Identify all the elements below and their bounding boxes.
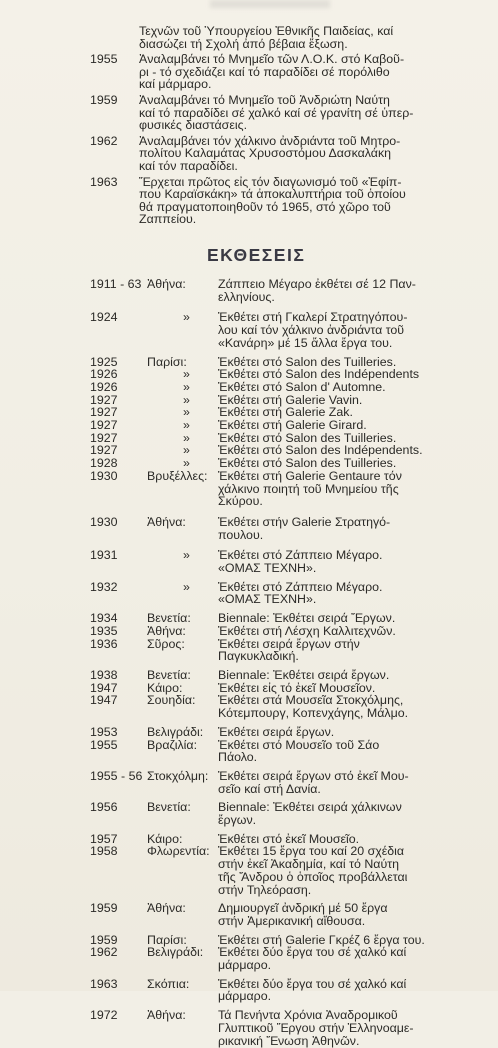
exhibition-year: 1955 xyxy=(90,737,118,752)
exhibition-year: 1955 - 56 xyxy=(90,768,143,783)
exhibition-description xyxy=(218,801,488,826)
exhibition-year: 1935 xyxy=(90,623,118,638)
exhibition-place: Σουηδία: xyxy=(147,693,196,708)
exhibition-line: Ἐκθέτει στό Salon des Tuilleries. xyxy=(218,354,397,369)
scan-shadow xyxy=(210,0,330,8)
exhibition-description xyxy=(218,694,488,719)
exhibition-place: Κάιρο: xyxy=(147,680,183,695)
exhibition-entry xyxy=(90,470,490,508)
exhibition-year: 1924 xyxy=(90,310,118,325)
exhibition-entry xyxy=(90,381,490,394)
exhibition-place: Παρίσι: xyxy=(147,932,187,947)
exhibition-entry xyxy=(90,902,490,927)
exhibition-line: Τά Πενήντα Χρόνια Ἀναδρομικοῦ xyxy=(218,1008,398,1023)
exhibition-year: 1958 xyxy=(90,844,118,859)
chronology-year: 1963 xyxy=(90,174,118,189)
exhibition-year: 1927 xyxy=(90,430,118,445)
exhibition-line: «Κανάρη» μέ 15 ἄλλα ἔργα του. xyxy=(218,335,393,350)
chronology-year: 1955 xyxy=(90,52,118,67)
exhibition-year: 1926 xyxy=(90,379,118,394)
exhibition-description xyxy=(218,638,488,663)
exhibition-line: μάρμαρο. xyxy=(218,958,272,973)
exhibition-line: τῆς Ἄνδρου ὁ ὁποῖος προβάλλεται xyxy=(218,869,408,884)
exhibition-description xyxy=(218,770,488,795)
exhibition-line: Ἐκθέτει εἰς τό ἐκεῖ Μουσεῖον. xyxy=(218,680,376,695)
exhibition-place: » xyxy=(183,418,190,433)
exhibition-line: Κότεμπουργ, Κοπενχάγης, Μάλμο. xyxy=(218,706,409,721)
exhibition-line: Biennale: Ἐκθέτει σειρά χάλκινων xyxy=(218,800,402,815)
exhibition-line: Ἐκθέτει στό Salon des Tuilleries. xyxy=(218,456,397,471)
exhibition-description xyxy=(218,381,488,394)
exhibition-year: 1927 xyxy=(90,443,118,458)
chronology-text xyxy=(139,135,459,173)
exhibition-entry xyxy=(90,612,490,625)
exhibition-line: Ἐκθέτει δύο ἔργα του σέ χαλκό καί xyxy=(218,945,407,960)
chronology-text xyxy=(139,94,459,132)
exhibition-year: 1932 xyxy=(90,579,118,594)
exhibition-description xyxy=(218,581,488,606)
exhibition-entry xyxy=(90,457,490,470)
exhibition-place: » xyxy=(183,579,190,594)
exhibition-line: Ἐκθέτει στή Galerie Girard. xyxy=(218,418,367,433)
exhibition-entry xyxy=(90,801,490,826)
exhibition-entry xyxy=(90,1009,490,1047)
exhibition-description xyxy=(218,549,488,574)
exhibition-description xyxy=(218,726,488,739)
exhibition-entry xyxy=(90,419,490,432)
exhibition-line: ρικανική Ἕνωση Ἀθηνῶν. xyxy=(218,1033,360,1048)
exhibition-year: 1930 xyxy=(90,514,118,529)
chronology-entry xyxy=(90,135,490,173)
exhibition-place: Βρυξέλλες: xyxy=(147,468,208,483)
chronology-line: θά πραγματοποιηθοῦν τό 1965, στό χῶρο τοῦ xyxy=(139,199,391,214)
exhibition-line: Ἐκθέτει στό Salon des Indépendents. xyxy=(218,443,423,458)
exhibition-entry xyxy=(90,739,490,764)
exhibition-place: Σκόπια: xyxy=(147,976,190,991)
exhibition-year: 1947 xyxy=(90,693,118,708)
exhibition-year: 1972 xyxy=(90,1008,118,1023)
chronology-line: Τεχνῶν τοῦ Ὑπουργείου Ἐθνικῆς Παιδείας, καί xyxy=(139,24,394,38)
exhibition-year: 1947 xyxy=(90,680,118,695)
exhibition-line: ἔργων. xyxy=(218,813,257,828)
exhibition-entry xyxy=(90,770,490,795)
exhibition-line: Ἐκθέτει δύο ἔργα του σέ χαλκό καί xyxy=(218,976,407,991)
exhibition-place: Ἀθήνα: xyxy=(147,901,186,916)
chronology-line: που Καραϊσκάκη» τά ἀποκαλυπτήρια τοῦ ὁποίου xyxy=(139,187,406,202)
chronology-entry xyxy=(90,53,490,91)
exhibition-description xyxy=(218,739,488,764)
exhibition-line: Πάολο. xyxy=(218,750,258,765)
exhibition-year: 1959 xyxy=(90,932,118,947)
exhibition-line: Ἐκθέτει στό Ζάππειο Μέγαρο. xyxy=(218,548,383,563)
chronology-line: διασώζει τή Σχολή ἀπό βέβαια ἔξωση. xyxy=(139,36,348,51)
exhibition-year: 1934 xyxy=(90,611,118,626)
exhibition-entry xyxy=(90,625,490,638)
exhibition-line: ελληνίους. xyxy=(218,289,275,304)
exhibition-line: Ἐκθέτει στή Galerie Vavin. xyxy=(218,392,363,407)
exhibition-line: στήν Τηλεόραση. xyxy=(218,882,312,897)
exhibition-year: 1927 xyxy=(90,405,118,420)
exhibition-place: Στοκχόλμη: xyxy=(147,768,209,783)
exhibitions-list xyxy=(90,278,490,1047)
exhibition-year: 1927 xyxy=(90,392,118,407)
exhibition-entry xyxy=(90,946,490,971)
chronology-entry xyxy=(90,25,490,50)
exhibition-place: Βραζιλία: xyxy=(147,737,198,752)
exhibition-line: «ΟΜΑΣ ΤΕΧΝΗ». xyxy=(218,561,317,576)
chronology-line: Ἀναλαμβάνει τόν χάλκινο ἀνδριάντα τοῦ Μητρο- xyxy=(139,133,401,148)
chronology-line: ρι - τό σχεδιάζει καί τό παραδίδει σέ πορόλιθο xyxy=(139,64,390,79)
exhibition-description xyxy=(218,419,488,432)
exhibition-line: λου καί τόν χάλκινο ἀνδριάντα τοῦ xyxy=(218,323,405,338)
exhibition-year: 1963 xyxy=(90,976,118,991)
exhibition-place: Βενετία: xyxy=(147,800,191,815)
exhibition-line: Δημιουργεῖ ἀνδρική μέ 50 ἔργα xyxy=(218,901,388,916)
exhibition-line: Ἐκθέτει στό Μουσεῖο τοῦ Σάο xyxy=(218,737,380,752)
exhibition-place: Σῦρος: xyxy=(147,636,185,651)
exhibition-year: 1928 xyxy=(90,456,118,471)
exhibition-line: Ἐκθέτει στό ἐκεῖ Μουσεῖο. xyxy=(218,831,360,846)
exhibition-entry xyxy=(90,694,490,719)
exhibition-line: μάρμαρο. xyxy=(218,989,272,1004)
chronology-line: καί τό παραδίδει σέ χαλκό καί σέ γρανίτη σέ ὑπερ- xyxy=(139,105,414,120)
exhibition-year: 1926 xyxy=(90,367,118,382)
chronology-line: καί τόν παραδίδει. xyxy=(139,158,238,173)
exhibition-entry xyxy=(90,726,490,739)
exhibition-place: Ἀθήνα: xyxy=(147,277,186,291)
exhibition-entry xyxy=(90,278,490,303)
exhibition-entry xyxy=(90,978,490,1003)
chronology-text xyxy=(139,53,459,91)
exhibition-line: Ἐκθέτει στό Salon des Indépendents xyxy=(218,367,420,382)
exhibition-year: 1925 xyxy=(90,354,118,369)
chronology-line: Ἔρχεται πρῶτος εἰς τόν διαγωνισμό τοῦ «Ἐφίπ- xyxy=(139,174,402,189)
exhibition-line: Ἐκθέτει στό Salon d' Automne. xyxy=(218,379,386,394)
exhibition-year: 1953 xyxy=(90,724,118,739)
exhibition-place: » xyxy=(183,443,190,458)
exhibition-year: 1962 xyxy=(90,945,118,960)
exhibition-entry xyxy=(90,669,490,682)
exhibition-place: » xyxy=(183,310,190,325)
exhibition-place: Βελιγράδι: xyxy=(147,724,204,739)
exhibition-year: 1931 xyxy=(90,548,118,563)
exhibition-line: σεῖο καί στή Δανία. xyxy=(218,781,321,796)
exhibition-line: Ἐκθέτει στό Ζάππειο Μέγαρο. xyxy=(218,579,383,594)
exhibition-entry xyxy=(90,581,490,606)
exhibition-place: Βενετία: xyxy=(147,667,191,682)
exhibition-place: » xyxy=(183,392,190,407)
exhibition-description xyxy=(218,845,488,896)
exhibition-place: Ἀθήνα: xyxy=(147,514,186,529)
exhibition-line: Ἐκθέτει στήν Galerie Στρατηγό- xyxy=(218,514,391,529)
exhibition-place: Ἀθήνα: xyxy=(147,1008,186,1023)
exhibition-line: Biennale: Ἐκθέτει σειρά ἔργων. xyxy=(218,667,390,682)
exhibition-place: Ἀθήνα: xyxy=(147,623,186,638)
exhibition-entry xyxy=(90,845,490,896)
exhibition-line: στήν Ἀμερικανική αἴθουσα. xyxy=(218,913,366,928)
exhibition-place: » xyxy=(183,405,190,420)
chronology-year: 1959 xyxy=(90,92,118,107)
exhibition-line: Ἐκθέτει στό Salon des Tuilleries. xyxy=(218,430,397,445)
exhibition-description xyxy=(218,612,488,625)
exhibition-description xyxy=(218,946,488,971)
exhibition-line: Ἐκθέτει σειρά ἔργων. xyxy=(218,724,335,739)
section-title: ΕΚΘΕΣΕΙΣ xyxy=(207,245,306,265)
chronology-text xyxy=(139,25,459,50)
exhibition-line: Ἐκθέτει στά Μουσεῖα Στοκχόλμης, xyxy=(218,693,404,708)
exhibition-line: πουλου. xyxy=(218,527,264,542)
exhibition-year: 1936 xyxy=(90,636,118,651)
exhibition-line: Ζάππειο Μέγαρο ἐκθέτει σέ 12 Παν- xyxy=(218,277,416,291)
exhibition-place: Παρίσι: xyxy=(147,354,187,369)
exhibition-line: Ἐκθέτει στή Galerie Γκρέζ 6 ἔργα του. xyxy=(218,932,425,947)
chronology-year: 1962 xyxy=(90,133,118,148)
exhibition-place: » xyxy=(183,367,190,382)
chronology-list xyxy=(90,25,490,226)
exhibition-year: 1927 xyxy=(90,418,118,433)
exhibition-line: Ἐκθέτει σειρά ἔργων στό ἐκεῖ Μου- xyxy=(218,768,409,783)
exhibition-line: Ἐκθέτει στή Γκαλερί Στρατηγόπου- xyxy=(218,310,408,325)
exhibition-description xyxy=(218,470,488,508)
exhibition-place: » xyxy=(183,456,190,471)
exhibition-entry xyxy=(90,549,490,574)
chronology-text xyxy=(139,176,459,226)
chronology-line: Ἀναλαμβάνει τό Μνημεῖο τῶν Λ.Ο.Κ. στό Καβοῦ- xyxy=(139,52,405,67)
exhibition-year: 1959 xyxy=(90,901,118,916)
exhibition-line: «ΟΜΑΣ ΤΕΧΝΗ». xyxy=(218,592,317,607)
exhibition-place: » xyxy=(183,379,190,394)
chronology-line: φυσικές διαστάσεις. xyxy=(139,118,248,133)
exhibition-entry xyxy=(90,516,490,541)
exhibition-place: Φλωρεντία: xyxy=(147,844,210,859)
exhibition-place: Κάιρο: xyxy=(147,831,183,846)
exhibition-description xyxy=(218,1009,488,1047)
chronology-line: καί μάρμαρο. xyxy=(139,77,212,92)
exhibition-line: Γλυπτικοῦ Ἔργου στήν Ἑλληνοαμε- xyxy=(218,1020,414,1035)
exhibition-description xyxy=(218,978,488,1003)
exhibition-description xyxy=(218,278,488,303)
exhibition-place: Βελιγράδι: xyxy=(147,945,204,960)
exhibition-line: Ἐκθέτει 15 ἔργα του καί 20 σχέδια xyxy=(218,844,405,859)
exhibition-description xyxy=(218,625,488,638)
exhibition-description xyxy=(218,516,488,541)
exhibition-line: Παγκυκλαδική. xyxy=(218,649,299,664)
exhibition-line: Ἐκθέτει σειρά ἔργων στήν xyxy=(218,636,360,651)
exhibition-description xyxy=(218,311,488,349)
exhibition-line: Ἐκθέτει στή Galerie Gentaure τόν xyxy=(218,468,402,483)
exhibition-entry xyxy=(90,311,490,349)
exhibition-line: Biennale: Ἐκθέτει σειρά Ἔργων. xyxy=(218,611,396,626)
exhibition-year: 1956 xyxy=(90,800,118,815)
chronology-line: πολίτου Καλαμάτας Χρυσοστόμου Δασκαλάκη xyxy=(139,146,392,161)
exhibition-place: Βενετία: xyxy=(147,611,191,626)
exhibition-year: 1938 xyxy=(90,667,118,682)
exhibition-description xyxy=(218,902,488,927)
exhibition-line: Σκύρου. xyxy=(218,494,263,509)
exhibition-line: στήν ἐκεῖ Ἀκαδημία, καί τό Ναύτη xyxy=(218,857,400,872)
exhibition-line: χάλκινο ποιητή τοῦ Μνημείου τῆς xyxy=(218,481,399,496)
chronology-entry xyxy=(90,176,490,226)
exhibition-entry xyxy=(90,638,490,663)
exhibition-place: » xyxy=(183,430,190,445)
chronology-line: Ἀναλαμβάνει τό Μνημεῖο τοῦ Ἀνδριώτη Ναύτη xyxy=(139,92,390,107)
exhibition-description xyxy=(218,669,488,682)
exhibition-place: » xyxy=(183,548,190,563)
exhibition-description xyxy=(218,457,488,470)
exhibition-line: Ἐκθέτει στή Λέσχη Καλλιτεχνῶν. xyxy=(218,623,396,638)
chronology-line: Ζαππείου. xyxy=(139,212,197,227)
exhibition-line: Ἐκθέτει στή Galerie Zak. xyxy=(218,405,353,420)
exhibition-year: 1957 xyxy=(90,831,118,846)
chronology-entry xyxy=(90,94,490,132)
exhibition-year: 1911 - 63 xyxy=(90,277,142,291)
exhibition-year: 1930 xyxy=(90,468,118,483)
